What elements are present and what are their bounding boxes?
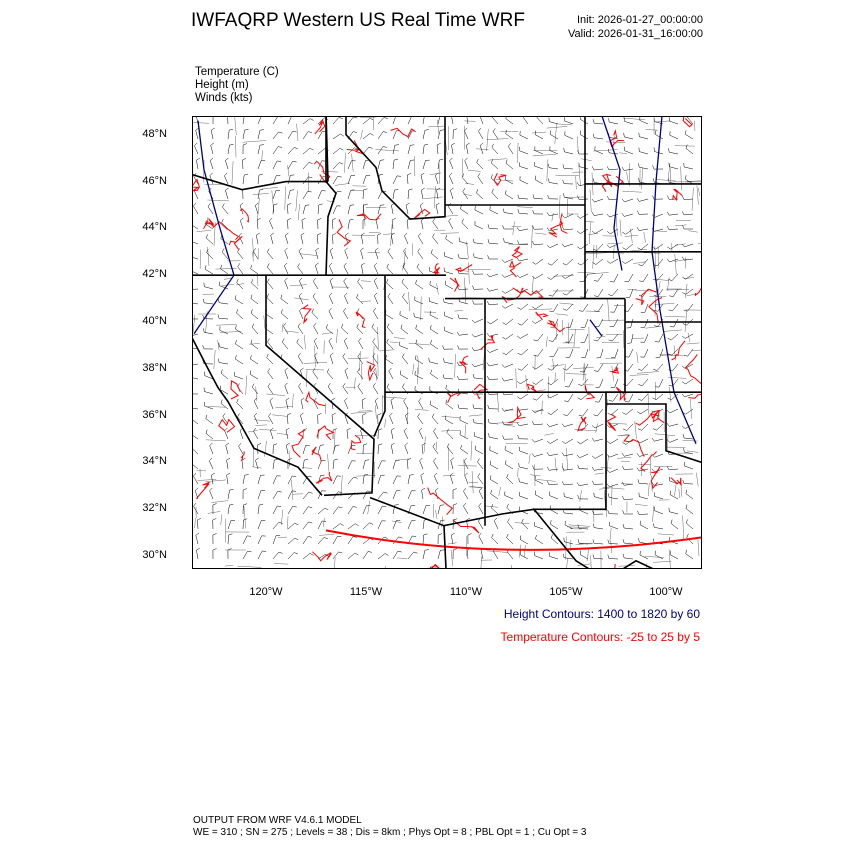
lon-tick-label: 105°W xyxy=(549,586,583,598)
temperature-contour xyxy=(192,180,199,192)
height-contour xyxy=(652,116,696,444)
boundary-line xyxy=(444,526,446,569)
lat-tick-label: 36°N xyxy=(142,408,167,421)
wind-barb-field xyxy=(192,116,693,559)
temperature-contour-legend: Temperature Contours: -25 to 25 by 5 xyxy=(500,630,700,644)
lat-tick-label: 34°N xyxy=(142,455,167,468)
temperature-contour xyxy=(494,173,506,185)
temperature-contour xyxy=(612,367,619,373)
plot-title: IWFAQRP Western US Real Time WRF xyxy=(191,10,525,31)
temperature-contour xyxy=(317,426,333,440)
temperature-contour xyxy=(450,278,459,292)
map-panel xyxy=(192,116,702,569)
boundary-line xyxy=(346,116,445,219)
temperature-contour xyxy=(447,392,462,403)
temperature-contour xyxy=(428,488,453,515)
temperature-contour xyxy=(351,435,361,450)
lat-tick-label: 48°N xyxy=(142,127,167,140)
boundary-line xyxy=(266,275,374,495)
temperature-contour xyxy=(326,530,702,550)
state-boundaries xyxy=(192,116,702,569)
footer-model-info: OUTPUT FROM WRF V4.6.1 MODEL xyxy=(193,815,362,826)
lon-tick-label: 115°W xyxy=(349,586,383,598)
temperature-contour xyxy=(367,362,375,380)
map-canvas xyxy=(192,116,702,569)
temperature-contour xyxy=(204,219,214,229)
variable-height: Height (m) xyxy=(195,79,249,91)
footer-run-options: WE = 310 ; SN = 275 ; Levels = 38 ; Dis = 8km ; Phys Opt = 8 ; PBL Opt = 1 ; Cu Opt = 3 xyxy=(193,827,587,838)
temperature-contour xyxy=(528,384,537,391)
temperature-contour xyxy=(456,265,471,271)
temperature-contour xyxy=(312,447,322,462)
wind-barbs xyxy=(192,116,693,559)
temperature-contour xyxy=(316,472,332,483)
temperature-contour xyxy=(303,305,311,323)
temperature-contour xyxy=(624,435,644,456)
temperature-contour xyxy=(502,288,523,303)
lon-tick-label: 100°W xyxy=(649,586,683,598)
temperature-contour xyxy=(315,120,325,134)
temperature-contour xyxy=(549,223,563,237)
lon-tick-label: 110°W xyxy=(449,586,483,598)
temperature-contour xyxy=(578,417,586,431)
variable-temperature: Temperature (C) xyxy=(195,66,279,78)
lat-tick-label: 46°N xyxy=(142,174,167,187)
temperature-contour xyxy=(231,381,240,399)
temperature-contour xyxy=(673,189,683,200)
lat-tick-label: 30°N xyxy=(142,549,167,562)
temperature-contour xyxy=(229,236,242,249)
temperature-contour xyxy=(671,478,681,485)
boundary-line xyxy=(374,275,385,437)
lat-tick-label: 42°N xyxy=(142,268,167,281)
lat-tick-label: 32°N xyxy=(142,502,167,515)
lat-tick-label: 40°N xyxy=(142,315,167,327)
temperature-contour xyxy=(686,354,702,383)
temperature-contour xyxy=(347,140,363,153)
temperature-contour xyxy=(213,222,239,240)
valid-time: Valid: 2026-01-31_16:00:00 xyxy=(568,28,703,40)
lat-tick-label: 44°N xyxy=(142,221,167,234)
temperature-contour xyxy=(636,411,665,426)
temperature-contour xyxy=(481,336,495,349)
height-contour-legend: Height Contours: 1400 to 1820 by 60 xyxy=(503,607,700,621)
init-time: Init: 2026-01-27_00:00:00 xyxy=(577,14,703,26)
temperature-contour xyxy=(560,213,568,233)
temperature-contour xyxy=(512,247,522,258)
temperature-contour xyxy=(547,321,565,332)
temperature-contour xyxy=(672,341,686,360)
lon-tick-label: 120°W xyxy=(249,586,283,598)
height-contour xyxy=(602,116,622,271)
variable-winds: Winds (kts) xyxy=(195,92,253,104)
temperature-contour xyxy=(219,420,235,433)
temperature-contour xyxy=(607,414,615,431)
lat-tick-label: 38°N xyxy=(142,361,167,374)
height-contour xyxy=(590,320,602,336)
temperature-contour xyxy=(356,312,365,328)
boundary-line xyxy=(370,299,625,526)
temperature-contour xyxy=(196,482,209,499)
temperature-contour xyxy=(536,312,548,319)
